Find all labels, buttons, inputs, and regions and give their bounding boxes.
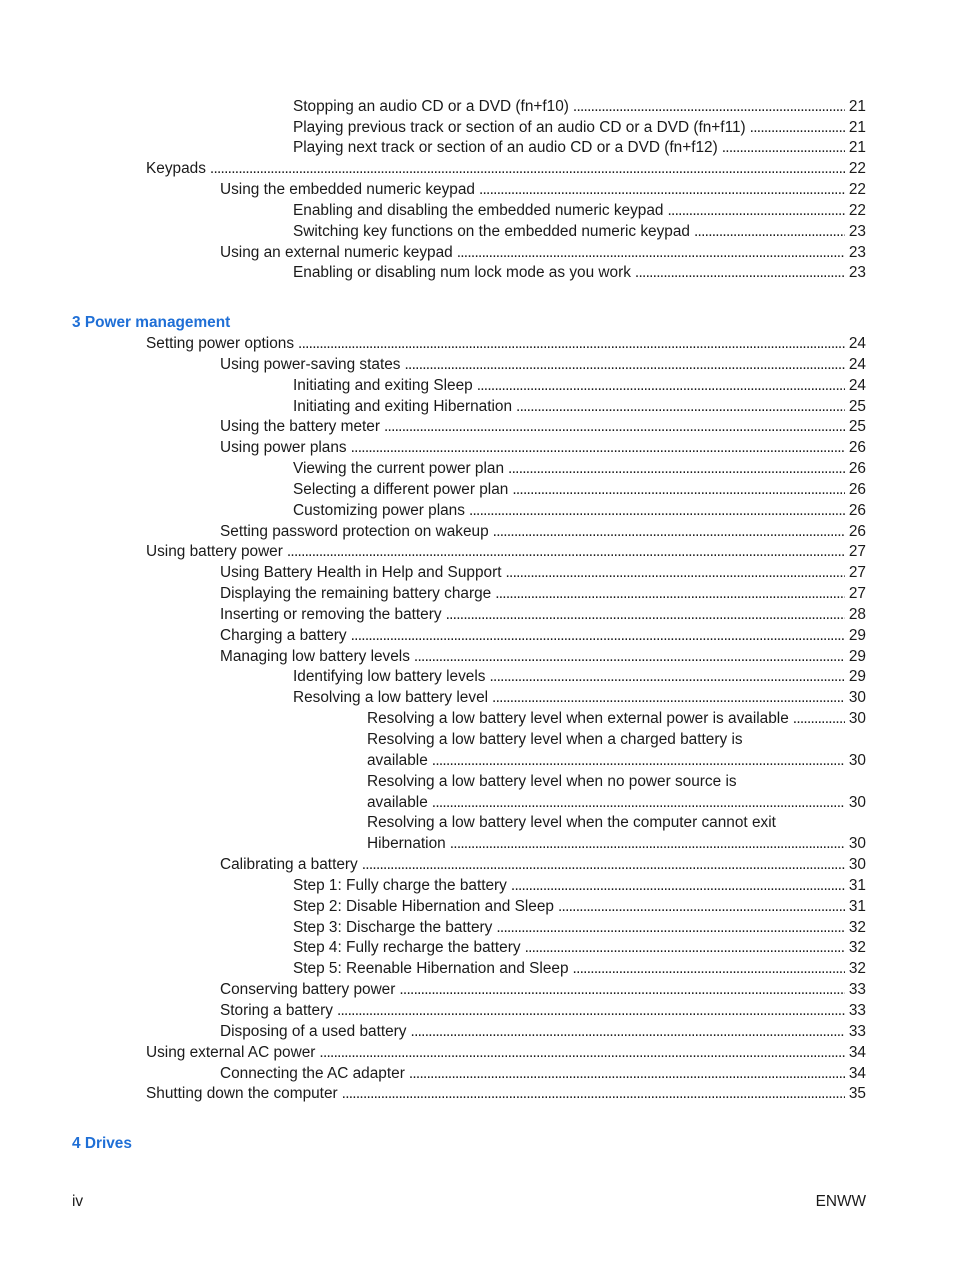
toc-entry[interactable]	[146, 1083, 866, 1104]
toc-leader	[505, 562, 844, 583]
toc-entry[interactable]	[220, 179, 866, 200]
toc-entry-page: 30	[848, 856, 866, 873]
toc-leader	[512, 479, 845, 500]
toc-leader	[432, 792, 845, 813]
toc-entry-title: Using battery power	[146, 543, 283, 560]
toc-leader	[635, 262, 845, 283]
toc-leader	[722, 137, 845, 158]
toc-leader	[495, 583, 845, 604]
toc-entry-title: Playing next track or section of an audio CD or a DVD (fn+f12)	[293, 139, 718, 156]
toc-entry[interactable]	[293, 200, 866, 221]
toc-entry[interactable]	[220, 604, 866, 625]
toc-leader	[573, 958, 845, 979]
toc-leader	[525, 937, 845, 958]
toc-entry[interactable]	[293, 96, 866, 117]
toc-entry[interactable]	[293, 687, 866, 708]
toc-entry-continued[interactable]	[367, 771, 737, 792]
toc-entry-page: 30	[848, 689, 866, 706]
toc-entry-title: Setting power options	[146, 335, 295, 352]
toc-entry-title: Using the embedded numeric keypad	[220, 181, 475, 198]
toc-entry-title: Resolving a low battery level when no power source is	[367, 773, 737, 790]
toc-leader	[668, 200, 845, 221]
toc-leader	[694, 221, 845, 242]
toc-entry-title: Resolving a low battery level when a charged battery is	[367, 731, 743, 748]
toc-entry[interactable]	[293, 117, 866, 138]
toc-entry-page: 26	[848, 460, 866, 477]
toc-entry-title: Storing a battery	[220, 1002, 333, 1019]
toc-entry-page: 22	[848, 160, 866, 177]
toc-entry-page: 30	[848, 835, 866, 852]
toc-leader	[298, 333, 845, 354]
toc-entry[interactable]	[293, 137, 866, 158]
toc-entry-title: Setting password protection on wakeup	[220, 523, 489, 540]
toc-leader	[511, 875, 845, 896]
toc-entry-page: 30	[848, 710, 866, 727]
toc-leader	[750, 117, 845, 138]
toc-entry-title: Using external AC power	[146, 1044, 316, 1061]
toc-entry-title: Shutting down the computer	[146, 1085, 338, 1102]
toc-entry-title: Selecting a different power plan	[293, 481, 509, 498]
toc-entry[interactable]	[293, 500, 866, 521]
toc-entry-title: Keypads	[146, 160, 206, 177]
toc-leader	[492, 687, 845, 708]
footer-document-code: ENWW	[815, 1193, 866, 1210]
toc-entry-page: 26	[848, 523, 866, 540]
toc-entry-title: Charging a battery	[220, 627, 347, 644]
toc-entry-title: Calibrating a battery	[220, 856, 358, 873]
toc-entry-title: Disposing of a used battery	[220, 1023, 407, 1040]
toc-leader	[409, 1063, 845, 1084]
toc-leader	[450, 833, 845, 854]
toc-entry-page: 21	[848, 139, 866, 156]
toc-leader	[287, 541, 845, 562]
toc-leader	[558, 896, 845, 917]
toc-leader	[337, 1000, 845, 1021]
toc-leader	[516, 396, 845, 417]
toc-entry-page: 31	[848, 877, 866, 894]
chapter-heading-power-management[interactable]: 3 Power management	[72, 314, 231, 331]
toc-entry[interactable]	[220, 1000, 866, 1021]
toc-entry-continued[interactable]	[367, 729, 743, 750]
toc-entry-title: Switching key functions on the embedded numeric keypad	[293, 223, 690, 240]
toc-entry-continued[interactable]	[367, 812, 776, 833]
toc-leader	[342, 1083, 845, 1104]
toc-entry[interactable]	[220, 521, 866, 542]
toc-entry[interactable]	[220, 242, 866, 263]
toc-leader	[489, 666, 844, 687]
toc-entry-title: Step 5: Reenable Hibernation and Sleep	[293, 960, 569, 977]
toc-entry-title: Using an external numeric keypad	[220, 244, 453, 261]
toc-leader	[573, 96, 845, 117]
toc-leader	[432, 750, 845, 771]
toc-entry-page: 27	[848, 585, 866, 602]
toc-entry-page: 33	[848, 1002, 866, 1019]
toc-leader	[508, 458, 845, 479]
toc-entry-page: 34	[848, 1044, 866, 1061]
toc-entry-page: 35	[848, 1085, 866, 1102]
toc-entry[interactable]	[146, 158, 866, 179]
toc-entry-page: 34	[848, 1065, 866, 1082]
toc-entry[interactable]	[146, 1042, 866, 1063]
toc-entry-title: Using power plans	[220, 439, 347, 456]
toc-entry[interactable]	[293, 375, 866, 396]
toc-entry-title: Displaying the remaining battery charge	[220, 585, 492, 602]
toc-entry-title: Enabling or disabling num lock mode as you work	[293, 264, 631, 281]
toc-leader	[793, 708, 845, 729]
toc-leader	[399, 979, 845, 1000]
toc-entry-page: 32	[848, 919, 866, 936]
toc-leader	[446, 604, 845, 625]
toc-leader	[479, 179, 845, 200]
toc-entry-title: Enabling and disabling the embedded numeric keypad	[293, 202, 664, 219]
toc-entry[interactable]	[146, 333, 866, 354]
toc-entry-title: Resolving a low battery level when the computer cannot exit	[367, 814, 776, 831]
toc-entry-title: Using Battery Health in Help and Support	[220, 564, 502, 581]
toc-entry-title: available	[367, 794, 428, 811]
toc-entry-page: 33	[848, 981, 866, 998]
toc-entry[interactable]	[220, 979, 866, 1000]
toc-entry-page: 30	[848, 752, 866, 769]
toc-entry-title: Resolving a low battery level when external power is available	[367, 710, 789, 727]
toc-entry[interactable]	[293, 958, 866, 979]
toc-leader	[477, 375, 845, 396]
toc-entry[interactable]	[220, 625, 866, 646]
toc-leader	[411, 1021, 845, 1042]
toc-entry-title: Connecting the AC adapter	[220, 1065, 405, 1082]
toc-entry-page: 25	[848, 418, 866, 435]
toc-leader	[210, 158, 845, 179]
toc-entry-title: Step 2: Disable Hibernation and Sleep	[293, 898, 554, 915]
toc-entry[interactable]	[220, 562, 866, 583]
toc-entry[interactable]	[293, 396, 866, 417]
toc-entry[interactable]	[220, 646, 866, 667]
toc-entry-title: Hibernation	[367, 835, 446, 852]
toc-entry[interactable]	[293, 262, 866, 283]
toc-entry-title: Customizing power plans	[293, 502, 465, 519]
toc-entry-page: 23	[848, 244, 866, 261]
toc-entry-title: Managing low battery levels	[220, 648, 410, 665]
toc-entry-title: Inserting or removing the battery	[220, 606, 442, 623]
toc-entry[interactable]	[293, 458, 866, 479]
toc-entry-page: 25	[848, 398, 866, 415]
toc-entry[interactable]	[293, 896, 866, 917]
toc-entry-page: 32	[848, 960, 866, 977]
toc-entry[interactable]	[293, 875, 866, 896]
toc-leader	[469, 500, 845, 521]
toc-entry-page: 24	[848, 356, 866, 373]
toc-entry[interactable]	[220, 1021, 866, 1042]
toc-entry-page: 27	[848, 543, 866, 560]
toc-entry[interactable]	[220, 354, 866, 375]
toc-entry[interactable]	[293, 221, 866, 242]
toc-leader	[351, 437, 845, 458]
toc-entry[interactable]	[293, 666, 866, 687]
toc-entry-page: 33	[848, 1023, 866, 1040]
toc-entry-title: Initiating and exiting Sleep	[293, 377, 473, 394]
toc-leader	[414, 646, 845, 667]
toc-leader	[319, 1042, 844, 1063]
toc-entry[interactable]	[220, 1063, 866, 1084]
toc-leader	[351, 625, 845, 646]
toc-entry[interactable]	[293, 937, 866, 958]
toc-entry-title: Viewing the current power plan	[293, 460, 505, 477]
toc-entry-page: 24	[848, 377, 866, 394]
toc-entry-page: 23	[848, 223, 866, 240]
toc-entry-page: 26	[848, 439, 866, 456]
toc-entry-title: Playing previous track or section of an audio CD or a DVD (fn+f11)	[293, 119, 746, 136]
toc-entry[interactable]	[146, 541, 866, 562]
toc-entry-page: 29	[848, 627, 866, 644]
toc-leader	[457, 242, 845, 263]
toc-entry-page: 29	[848, 668, 866, 685]
toc-entry-page: 28	[848, 606, 866, 623]
toc-entry[interactable]	[367, 833, 866, 854]
toc-entry[interactable]	[220, 854, 866, 875]
chapter-heading-drives[interactable]: 4 Drives	[72, 1135, 132, 1152]
toc-entry-page: 23	[848, 264, 866, 281]
toc-entry[interactable]	[220, 416, 866, 437]
toc-leader	[384, 416, 845, 437]
toc-leader	[496, 917, 845, 938]
toc-entry[interactable]	[220, 437, 866, 458]
toc-leader	[493, 521, 845, 542]
toc-entry-page: 27	[848, 564, 866, 581]
toc-leader	[362, 854, 845, 875]
toc-entry-title: Conserving battery power	[220, 981, 396, 998]
toc-entry-title: Stopping an audio CD or a DVD (fn+f10)	[293, 98, 569, 115]
toc-entry-page: 26	[848, 502, 866, 519]
toc-entry-title: Step 3: Discharge the battery	[293, 919, 493, 936]
toc-entry-page: 24	[848, 335, 866, 352]
toc-entry-title: Initiating and exiting Hibernation	[293, 398, 513, 415]
toc-entry-page: 29	[848, 648, 866, 665]
toc-entry-page: 21	[848, 119, 866, 136]
toc-entry[interactable]	[293, 917, 866, 938]
toc-entry-page: 22	[848, 181, 866, 198]
toc-entry-page: 26	[848, 481, 866, 498]
toc-entry[interactable]	[220, 583, 866, 604]
toc-entry-title: available	[367, 752, 428, 769]
toc-entry-page: 22	[848, 202, 866, 219]
toc-entry-page: 31	[848, 898, 866, 915]
toc-leader	[405, 354, 845, 375]
toc-entry[interactable]	[367, 792, 866, 813]
toc-entry-page: 32	[848, 939, 866, 956]
footer-page-number: iv	[72, 1193, 84, 1210]
toc-entry[interactable]	[367, 750, 866, 771]
toc-entry-title: Identifying low battery levels	[293, 668, 486, 685]
toc-entry-title: Resolving a low battery level	[293, 689, 489, 706]
toc-entry-page: 30	[848, 794, 866, 811]
toc-entry[interactable]	[367, 708, 866, 729]
toc-entry-title: Step 4: Fully recharge the battery	[293, 939, 521, 956]
toc-entry[interactable]	[293, 479, 866, 500]
toc-entry-title: Using power-saving states	[220, 356, 401, 373]
toc-entry-page: 21	[848, 98, 866, 115]
toc-entry-title: Using the battery meter	[220, 418, 380, 435]
toc-entry-title: Step 1: Fully charge the battery	[293, 877, 507, 894]
